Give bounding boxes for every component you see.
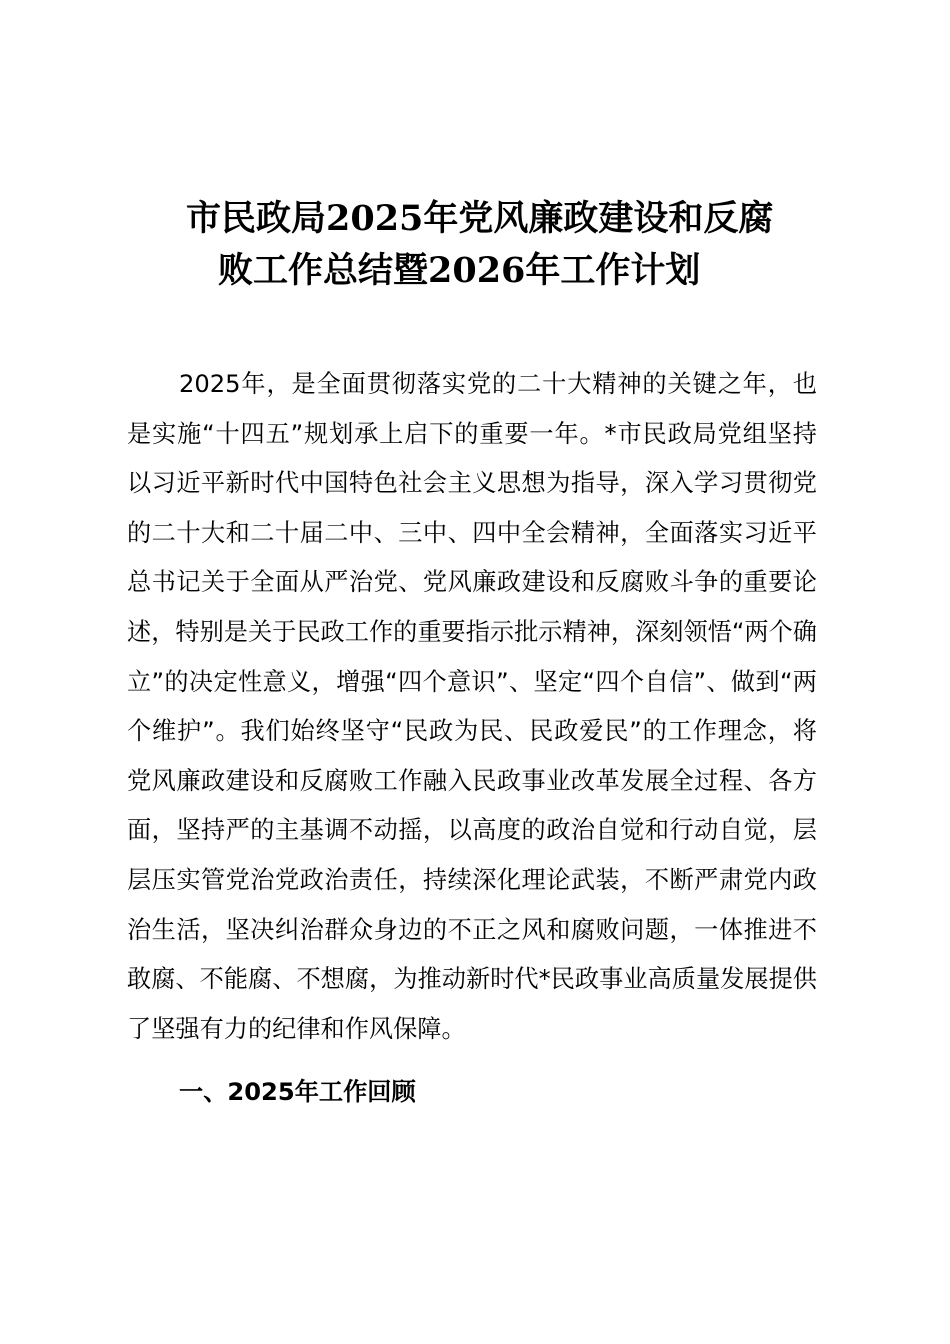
document-title [186, 193, 836, 297]
title-line-1: 市民政局2025年党风廉政建设和反腐 [186, 198, 774, 240]
intro-paragraph: 2025年，是全面贯彻落实党的二十大精神的关键之年，也是实施“十四五”规划承上启下的重要一年。*市民政局党组坚持以习近平新时代中国特色社会主义思想为指导，深入学习贯彻党的二十大和二十届二中、三中、四中全会精神，全面落实习近平总书记关于全面从严治党、党风廉政建设和反腐败斗争的重要论述，特别是关于民政工作的重要指示批示精神，深刻领悟“两个确立”的决定性意义，增强“四个意识”、坚定“四个自信”、做到“两个维护”。我们始终坚守“民政为民、民政爱民”的工作理念，将党风廉政建设和反腐败工作融入民政事业改革发展全过程、各方面，坚持严的主基调不动摇，以高度的政治自觉和行动自觉，层层压实管党治党政治责任，持续深化理论武装，不断严肃党内政治生活，坚决纠治群众身边的不正之风和腐败问题，一体推进不敢腐、不能腐、不想腐，为推动新时代*民政事业高质量发展提供了坚强有力的纪律和作风保障。 [127, 370, 817, 1043]
title-line-2: 败工作总结暨2026年工作计划 [218, 250, 701, 292]
section-heading: 一、2025年工作回顾 [179, 1078, 416, 1106]
